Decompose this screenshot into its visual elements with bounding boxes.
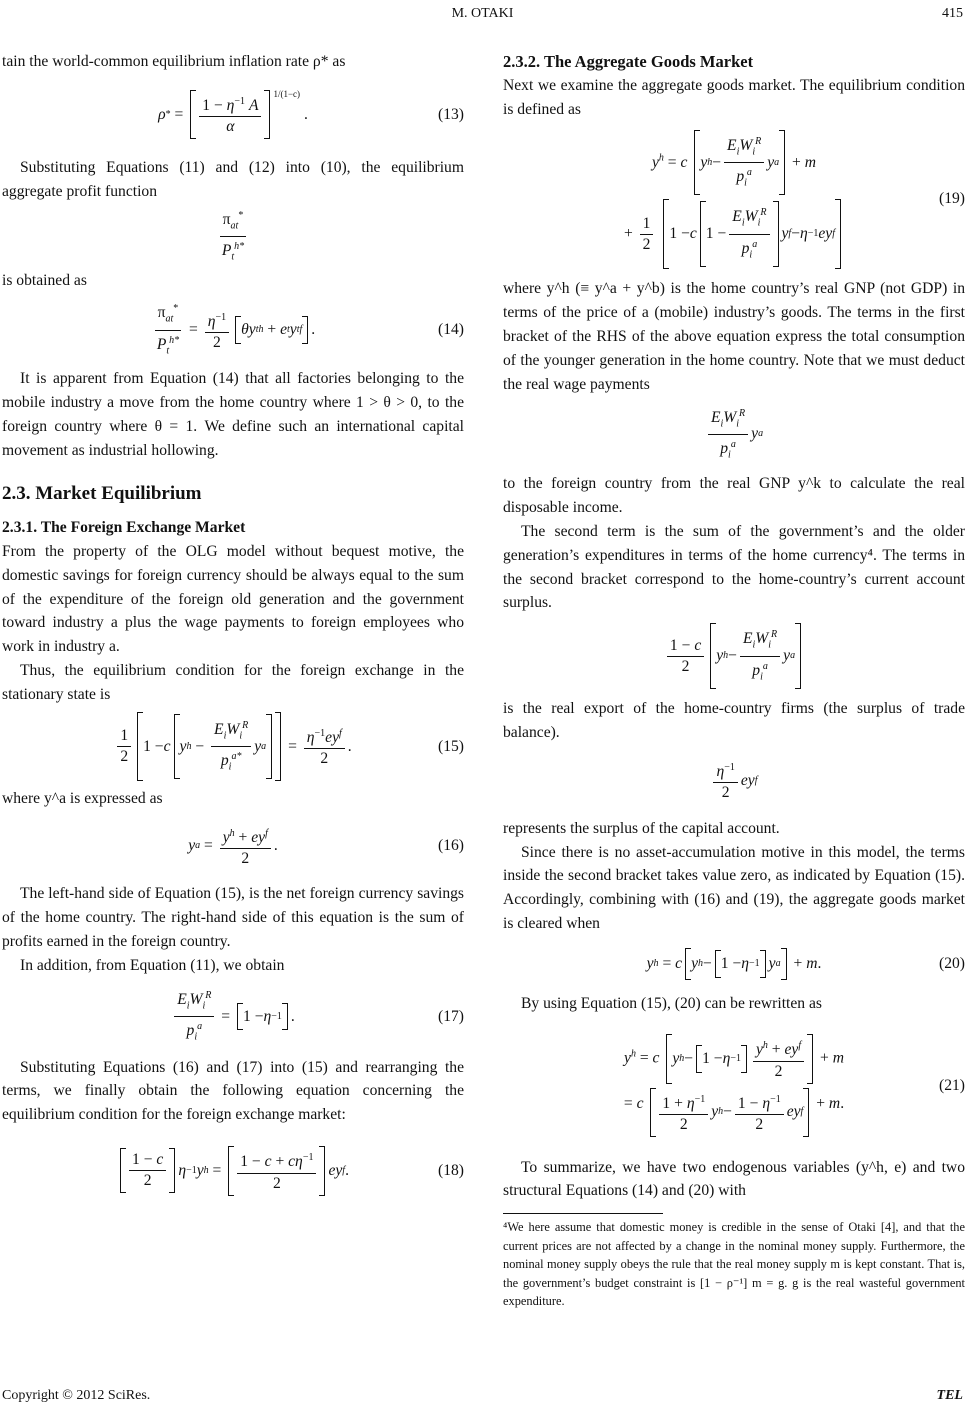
- right-column: [503, 50, 965, 1311]
- equation-14: $\frac{\pi_{at}^*}{P_t^{h*}}$ = $\frac{\eta^{-1}}{2}$ θy t h + e t y t f . (14): [2, 301, 464, 359]
- equation-15: $\frac{1}{2}$ 1 − c y h − $\frac{E_iW_i^R}{p_i^{a*}}$ y a = $\frac{\eta^{-1}ey^f}{2}$ . (15): [2, 715, 464, 779]
- paragraph-substituting-2: Substituting Equations (16) and (17) into (15) and rearranging the terms, we finally obtain the following equation concerning the equilibrium condition for the foreign exchange market:: [2, 1058, 464, 1124]
- equation-number: (13): [438, 105, 464, 123]
- paragraph-summarize: To summarize, we have two endogenous variables (y^h, e) and two structural Equations (14) and (20) with: [503, 1158, 965, 1200]
- equation-number: (19): [939, 190, 965, 208]
- page-header: [0, 6, 965, 26]
- paragraph-using: By using Equation (15), (20) can be rewritten as: [521, 994, 822, 1012]
- subsection-heading: 2.3.1. The Foreign Exchange Market: [2, 519, 246, 537]
- equation-17: $\frac{E_iW_i^R}{p_i^a}$ = 1 − η −1 . (17): [2, 986, 464, 1048]
- equation-number: (16): [438, 837, 464, 855]
- profit-expression: $\frac{\pi_{at}^*}{P_t^{h*}}$: [2, 211, 464, 261]
- paragraph-where: where y^a is expressed as: [2, 789, 163, 807]
- current-account-expression: $\frac{1 - c}{2}$ y h − $\frac{E_iW_i^R}{p_i^a}$ y a: [503, 623, 965, 689]
- equation-number: (14): [438, 321, 464, 339]
- capital-account-expression: $\frac{\eta^{-1}}{2}$ ey f: [503, 753, 965, 809]
- running-head-author: M. OTAKI: [451, 6, 514, 21]
- paragraph-export: is the real export of the home-country firms (the surplus of trade balance).: [503, 700, 965, 741]
- equation-19: $y^h = c$ y h − $\frac{E_iW_i^R}{p_i^a}$ y a + m + $\frac{1}{2}$ 1 − c 1 − $\frac{E_iW_i^R}{p_i^a}$ y f − η −1 ey f (19): [503, 129, 965, 269]
- paragraph-capital: represents the surplus of the capital account.: [503, 819, 780, 837]
- equation-21: $y^h = c$ y h − 1 − η −1 $\frac{y^h + ey^f}{2}$ + m = c $\frac{1 + \eta^{-1}}{2}$ y h − $\frac{1 - \eta^{-1}}{2}$ ey f + m. (21): [503, 1024, 965, 1148]
- equation-16: y a = $\frac{y^h + ey^f}{2}$ . (16): [2, 818, 464, 874]
- footnote-divider: [503, 1213, 663, 1214]
- equation-number: (21): [939, 1076, 965, 1094]
- equation-13: ρ * = $\frac{1 - \eta^{-1} A}{\alpha}$ $^{1/(1-c)}$ . (13): [2, 82, 464, 148]
- footnote-4: ⁴We here assume that domestic money is credible in the sense of Otaki [4], and that the current prices are not affected by a change in the nominal money supply. Furthermore, the nominal money supply obeys the rule that the real money supply m is kept constant. That is, the government’s budget constraint is [1 − ρ⁻¹] m = g. g is the real wasteful government expenditure.: [503, 1220, 965, 1309]
- equation-number: (20): [939, 954, 965, 972]
- paragraph-second: The second term is the sum of the government’s and the older generation’s expenditures in terms of the home currency⁴. The terms in the second bracket correspond to the home-country’s current account surplus.: [503, 522, 965, 612]
- paragraph-substituting: Substituting Equations (11) and (12) into (10), the equilibrium aggregate profit function: [2, 158, 464, 200]
- left-column: [2, 50, 464, 1215]
- section-heading: 2.3. Market Equilibrium: [2, 483, 202, 505]
- equation-20: y h = c y h − 1 − η −1 y a + m . (20): [503, 944, 965, 984]
- paragraph-lhs: The left-hand side of Equation (15), is the net foreign currency savings of the home country. The right-hand side of this equation is the sum of profits earned in the foreign country.: [2, 885, 464, 950]
- journal-abbreviation: TEL: [936, 1388, 963, 1403]
- paragraph-intro: tain the world-common equilibrium inflation rate ρ* as: [2, 53, 346, 70]
- paragraph-since: Since there is no asset-accumulation motive in this model, the terms inside the second bracket takes value zero, as indicated by Equation (15). Accordingly, combining with (16) and (19), the aggregate goods market is cleared when: [503, 843, 965, 932]
- equation-number: (15): [438, 737, 464, 755]
- paragraph-next: Next we examine the aggregate goods market. The equilibrium condition is defined as: [503, 76, 965, 118]
- equation-number: (17): [438, 1007, 464, 1025]
- paragraph-obtained: is obtained as: [2, 272, 87, 290]
- paragraph-foreign: to the foreign country from the real GNP y^k to calculate the real disposable income.: [503, 475, 965, 517]
- paragraph-thus: Thus, the equilibrium condition for the foreign exchange in the stationary state is: [2, 661, 464, 703]
- paragraph-addition: In addition, from Equation (11), we obtain: [20, 956, 285, 974]
- subsection-heading: 2.3.2. The Aggregate Goods Market: [503, 52, 754, 71]
- copyright-notice: Copyright © 2012 SciRes.: [2, 1388, 151, 1403]
- page-number: 415: [942, 6, 963, 21]
- paragraph-where-gnp: where y^h (≡ y^a + y^b) is the home country’s real GNP (not GDP) in terms of the price of a (mobile) industry’s goods. The terms in the first bracket of the RHS of the above equation express the total consumption of the younger generation in the home country. Note that we must deduct the real wage payments: [503, 280, 965, 393]
- equation-number: (18): [438, 1162, 464, 1180]
- paragraph-apparent: It is apparent from Equation (14) that all factories belonging to the mobile industry a move from the home country where 1 > θ > 0, to the foreign country where θ = 1. We define such an international capital movement as industrial hollowing.: [2, 370, 464, 459]
- real-wage-expression: $\frac{E_iW_i^R}{p_i^a}$ y a: [503, 404, 965, 464]
- paragraph-olg: From the property of the OLG model without bequest motive, the domestic savings for foreign currency should be always equal to the sum of the expenditure of the foreign old generation and the government toward industry a plus the wage payments to foreign employees who work in industry a.: [2, 542, 464, 656]
- equation-18: $\frac{1 - c}{2}$ η −1 y h = $\frac{1 - c + c\eta^{-1}}{2}$ ey f . (18): [2, 1135, 464, 1207]
